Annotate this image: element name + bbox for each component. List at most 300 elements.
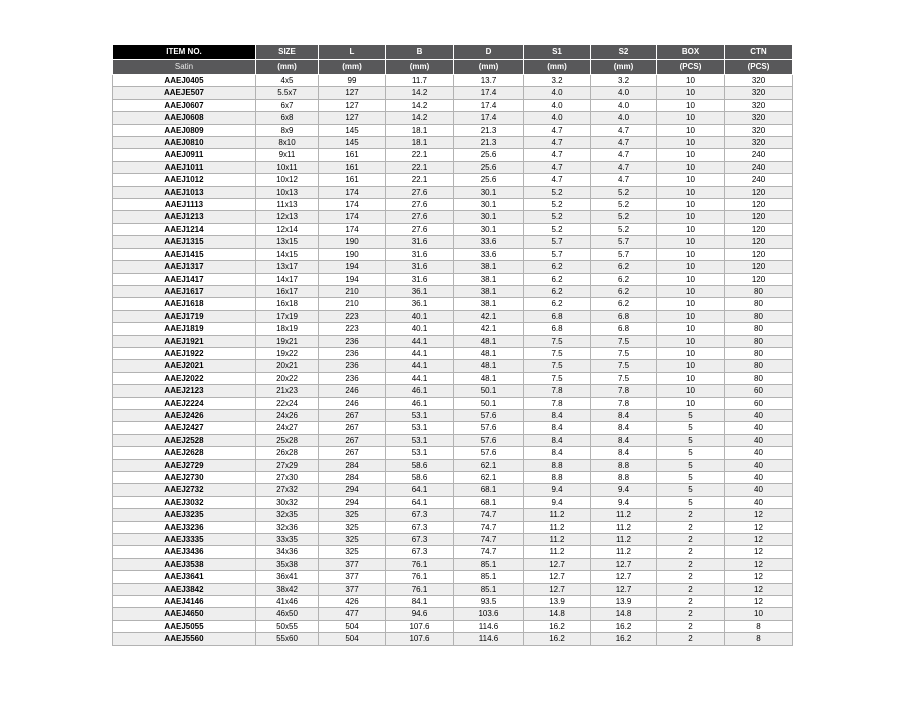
- size-cell: 6x8: [256, 112, 319, 124]
- box-cell: 10: [657, 397, 725, 409]
- b-cell: 67.3: [386, 546, 454, 558]
- box-cell: 10: [657, 310, 725, 322]
- b-cell: 58.6: [386, 472, 454, 484]
- box-unit-cell: (PCS): [657, 60, 725, 75]
- b-cell: 44.1: [386, 347, 454, 359]
- box-cell: 2: [657, 620, 725, 632]
- b-cell: 76.1: [386, 558, 454, 570]
- d-cell: 57.6: [454, 434, 524, 446]
- s1-cell: 5.2: [524, 211, 591, 223]
- d-cell: 33.6: [454, 248, 524, 260]
- s2-cell: 11.2: [591, 521, 657, 533]
- s1-cell: 6.8: [524, 323, 591, 335]
- d-cell: 74.7: [454, 534, 524, 546]
- s2-cell: 16.2: [591, 633, 657, 645]
- b-cell: 31.6: [386, 273, 454, 285]
- ctn-cell: 40: [725, 472, 793, 484]
- s1-cell: 11.2: [524, 521, 591, 533]
- table-row: [113, 360, 793, 372]
- satin-header-cell: Satin: [113, 60, 256, 75]
- ctn-cell: 120: [725, 199, 793, 211]
- size-cell: 4x5: [256, 75, 319, 87]
- b-cell: 107.6: [386, 633, 454, 645]
- s2-cell: 12.7: [591, 583, 657, 595]
- l-cell: 377: [319, 558, 386, 570]
- item-no-cell: AAEJ2528: [113, 434, 256, 446]
- s2-cell: 4.7: [591, 161, 657, 173]
- size-cell: 10x12: [256, 174, 319, 186]
- product-spec-table: [112, 44, 793, 646]
- ctn-cell: 12: [725, 534, 793, 546]
- s1-cell: 16.2: [524, 633, 591, 645]
- size-cell: 9x11: [256, 149, 319, 161]
- d-cell: 48.1: [454, 360, 524, 372]
- b-cell: 67.3: [386, 509, 454, 521]
- ctn-cell: 60: [725, 385, 793, 397]
- s2-cell: 7.5: [591, 372, 657, 384]
- s1-cell: 12.7: [524, 571, 591, 583]
- table-row: [113, 236, 793, 248]
- table-row: [113, 620, 793, 632]
- ctn-cell: 8: [725, 633, 793, 645]
- box-cell: 2: [657, 558, 725, 570]
- item-no-cell: AAEJ3235: [113, 509, 256, 521]
- header-row-labels: [113, 45, 793, 60]
- l-cell: 210: [319, 285, 386, 297]
- size-cell: 38x42: [256, 583, 319, 595]
- d-cell: 48.1: [454, 372, 524, 384]
- l-cell: 325: [319, 546, 386, 558]
- table-row: [113, 310, 793, 322]
- table-row: [113, 199, 793, 211]
- item-no-cell: AAEJ3236: [113, 521, 256, 533]
- size-cell: 6x7: [256, 99, 319, 111]
- item-no-cell: AAEJ2729: [113, 459, 256, 471]
- ctn-cell: 240: [725, 161, 793, 173]
- item-no-cell: AAEJ1214: [113, 223, 256, 235]
- size-cell: 20x21: [256, 360, 319, 372]
- d-cell: 30.1: [454, 186, 524, 198]
- b-cell: 27.6: [386, 186, 454, 198]
- size-cell: 13x17: [256, 261, 319, 273]
- l-cell: 236: [319, 347, 386, 359]
- item-no-cell: AAEJ1415: [113, 248, 256, 260]
- b-header-cell: B: [386, 45, 454, 60]
- box-cell: 10: [657, 236, 725, 248]
- box-cell: 10: [657, 223, 725, 235]
- size-cell: 10x11: [256, 161, 319, 173]
- item-no-cell: AAEJE507: [113, 87, 256, 99]
- b-cell: 22.1: [386, 174, 454, 186]
- table-row: [113, 323, 793, 335]
- ctn-cell: 60: [725, 397, 793, 409]
- item-no-cell: AAEJ2022: [113, 372, 256, 384]
- b-cell: 44.1: [386, 360, 454, 372]
- table-row: [113, 397, 793, 409]
- ctn-cell: 40: [725, 447, 793, 459]
- b-unit-cell: (mm): [386, 60, 454, 75]
- size-cell: 46x50: [256, 608, 319, 620]
- s2-cell: 5.2: [591, 186, 657, 198]
- size-cell: 11x13: [256, 199, 319, 211]
- d-cell: 17.4: [454, 112, 524, 124]
- table-row: [113, 137, 793, 149]
- b-cell: 18.1: [386, 137, 454, 149]
- ctn-cell: 40: [725, 422, 793, 434]
- d-cell: 25.6: [454, 149, 524, 161]
- ctn-cell: 80: [725, 347, 793, 359]
- d-cell: 103.6: [454, 608, 524, 620]
- s1-cell: 4.0: [524, 112, 591, 124]
- ctn-cell: 8: [725, 620, 793, 632]
- s2-cell: 7.5: [591, 360, 657, 372]
- box-cell: 10: [657, 87, 725, 99]
- box-cell: 10: [657, 124, 725, 136]
- d-cell: 62.1: [454, 459, 524, 471]
- s1-cell: 7.8: [524, 397, 591, 409]
- s1-cell: 6.8: [524, 310, 591, 322]
- d-cell: 85.1: [454, 558, 524, 570]
- size-cell: 16x17: [256, 285, 319, 297]
- l-cell: 284: [319, 472, 386, 484]
- ctn-cell: 320: [725, 99, 793, 111]
- ctn-cell: 80: [725, 335, 793, 347]
- s1-cell: 7.5: [524, 360, 591, 372]
- b-cell: 107.6: [386, 620, 454, 632]
- box-cell: 10: [657, 285, 725, 297]
- item-no-cell: AAEJ4650: [113, 608, 256, 620]
- table-row: [113, 372, 793, 384]
- b-cell: 46.1: [386, 385, 454, 397]
- l-cell: 210: [319, 298, 386, 310]
- ctn-cell: 80: [725, 360, 793, 372]
- s1-unit-cell: (mm): [524, 60, 591, 75]
- s1-cell: 13.9: [524, 596, 591, 608]
- item-no-cell: AAEJ0405: [113, 75, 256, 87]
- ctn-cell: 40: [725, 496, 793, 508]
- l-cell: 246: [319, 385, 386, 397]
- b-cell: 22.1: [386, 149, 454, 161]
- l-cell: 99: [319, 75, 386, 87]
- l-cell: 190: [319, 236, 386, 248]
- l-cell: 377: [319, 571, 386, 583]
- size-cell: 10x13: [256, 186, 319, 198]
- s2-cell: 8.4: [591, 434, 657, 446]
- l-cell: 267: [319, 434, 386, 446]
- l-cell: 194: [319, 261, 386, 273]
- s1-cell: 6.2: [524, 285, 591, 297]
- table-row: [113, 546, 793, 558]
- box-cell: 10: [657, 149, 725, 161]
- ctn-cell: 80: [725, 323, 793, 335]
- l-cell: 161: [319, 174, 386, 186]
- l-cell: 504: [319, 620, 386, 632]
- box-cell: 10: [657, 186, 725, 198]
- table-row: [113, 347, 793, 359]
- s2-cell: 11.2: [591, 546, 657, 558]
- s2-cell: 9.4: [591, 496, 657, 508]
- box-cell: 5: [657, 409, 725, 421]
- box-cell: 5: [657, 472, 725, 484]
- item-no-cell: AAEJ0809: [113, 124, 256, 136]
- s2-cell: 4.0: [591, 112, 657, 124]
- box-cell: 10: [657, 261, 725, 273]
- l-cell: 223: [319, 310, 386, 322]
- ctn-cell: 320: [725, 124, 793, 136]
- l-cell: 174: [319, 223, 386, 235]
- size-cell: 21x23: [256, 385, 319, 397]
- table-row: [113, 186, 793, 198]
- l-header-cell: L: [319, 45, 386, 60]
- s1-cell: 8.4: [524, 434, 591, 446]
- d-cell: 85.1: [454, 583, 524, 595]
- size-cell: 25x28: [256, 434, 319, 446]
- s1-cell: 7.5: [524, 347, 591, 359]
- s1-cell: 5.7: [524, 248, 591, 260]
- item-no-cell: AAEJ0607: [113, 99, 256, 111]
- b-cell: 76.1: [386, 583, 454, 595]
- item-no-cell: AAEJ1618: [113, 298, 256, 310]
- item-no-cell: AAEJ0911: [113, 149, 256, 161]
- l-cell: 145: [319, 137, 386, 149]
- item-no-cell: AAEJ5055: [113, 620, 256, 632]
- item-no-cell: AAEJ1013: [113, 186, 256, 198]
- s2-cell: 4.0: [591, 87, 657, 99]
- box-cell: 10: [657, 99, 725, 111]
- ctn-cell: 120: [725, 273, 793, 285]
- s1-cell: 4.7: [524, 174, 591, 186]
- b-cell: 36.1: [386, 285, 454, 297]
- table-row: [113, 633, 793, 645]
- box-cell: 10: [657, 75, 725, 87]
- s2-cell: 6.2: [591, 261, 657, 273]
- box-cell: 2: [657, 534, 725, 546]
- l-cell: 194: [319, 273, 386, 285]
- size-cell: 24x26: [256, 409, 319, 421]
- d-cell: 33.6: [454, 236, 524, 248]
- table-row: [113, 87, 793, 99]
- s1-cell: 8.8: [524, 459, 591, 471]
- table-row: [113, 261, 793, 273]
- table-row: [113, 422, 793, 434]
- item-no-cell: AAEJ3436: [113, 546, 256, 558]
- box-cell: 5: [657, 484, 725, 496]
- l-cell: 174: [319, 186, 386, 198]
- ctn-cell: 240: [725, 174, 793, 186]
- size-cell: 41x46: [256, 596, 319, 608]
- s2-header-cell: S2: [591, 45, 657, 60]
- table-row: [113, 273, 793, 285]
- item-no-cell: AAEJ2730: [113, 472, 256, 484]
- box-cell: 2: [657, 521, 725, 533]
- ctn-cell: 40: [725, 409, 793, 421]
- d-cell: 25.6: [454, 161, 524, 173]
- size-cell: 12x13: [256, 211, 319, 223]
- d-cell: 68.1: [454, 484, 524, 496]
- l-cell: 325: [319, 509, 386, 521]
- table-header: [113, 45, 793, 75]
- header-row-units: [113, 60, 793, 75]
- s2-cell: 16.2: [591, 620, 657, 632]
- item-no-cell: AAEJ3032: [113, 496, 256, 508]
- b-cell: 53.1: [386, 447, 454, 459]
- box-cell: 10: [657, 211, 725, 223]
- s2-cell: 8.4: [591, 422, 657, 434]
- item-no-cell: AAEJ2628: [113, 447, 256, 459]
- b-cell: 11.7: [386, 75, 454, 87]
- size-cell: 8x10: [256, 137, 319, 149]
- ctn-cell: 320: [725, 112, 793, 124]
- size-unit-cell: (mm): [256, 60, 319, 75]
- item-no-cell: AAEJ1317: [113, 261, 256, 273]
- box-cell: 5: [657, 459, 725, 471]
- item-no-cell: AAEJ1113: [113, 199, 256, 211]
- size-cell: 22x24: [256, 397, 319, 409]
- box-cell: 10: [657, 112, 725, 124]
- ctn-cell: 12: [725, 596, 793, 608]
- ctn-cell: 120: [725, 261, 793, 273]
- b-cell: 53.1: [386, 422, 454, 434]
- item-no-cell: AAEJ2021: [113, 360, 256, 372]
- table-row: [113, 298, 793, 310]
- s2-unit-cell: (mm): [591, 60, 657, 75]
- s2-cell: 11.2: [591, 509, 657, 521]
- table-row: [113, 223, 793, 235]
- item-no-cell: AAEJ3842: [113, 583, 256, 595]
- item-no-cell: AAEJ1922: [113, 347, 256, 359]
- s2-cell: 7.8: [591, 397, 657, 409]
- size-header-cell: SIZE: [256, 45, 319, 60]
- d-cell: 57.6: [454, 422, 524, 434]
- size-cell: 12x14: [256, 223, 319, 235]
- s2-cell: 4.7: [591, 149, 657, 161]
- d-cell: 48.1: [454, 347, 524, 359]
- d-cell: 38.1: [454, 285, 524, 297]
- b-cell: 58.6: [386, 459, 454, 471]
- table-row: [113, 608, 793, 620]
- ctn-cell: 12: [725, 509, 793, 521]
- ctn-cell: 12: [725, 521, 793, 533]
- box-cell: 10: [657, 298, 725, 310]
- s2-cell: 6.8: [591, 310, 657, 322]
- s1-cell: 4.7: [524, 161, 591, 173]
- s1-cell: 8.4: [524, 447, 591, 459]
- d-cell: 74.7: [454, 509, 524, 521]
- s1-cell: 6.2: [524, 273, 591, 285]
- l-cell: 426: [319, 596, 386, 608]
- l-cell: 236: [319, 360, 386, 372]
- d-cell: 62.1: [454, 472, 524, 484]
- l-cell: 294: [319, 484, 386, 496]
- s2-cell: 5.7: [591, 248, 657, 260]
- ctn-cell: 12: [725, 558, 793, 570]
- ctn-cell: 40: [725, 459, 793, 471]
- table-row: [113, 174, 793, 186]
- s1-cell: 12.7: [524, 583, 591, 595]
- b-cell: 14.2: [386, 112, 454, 124]
- table-row: [113, 161, 793, 173]
- ctn-cell: 320: [725, 87, 793, 99]
- s2-cell: 5.7: [591, 236, 657, 248]
- s1-cell: 6.2: [524, 261, 591, 273]
- s1-cell: 7.8: [524, 385, 591, 397]
- table-row: [113, 583, 793, 595]
- s2-cell: 9.4: [591, 484, 657, 496]
- s1-cell: 11.2: [524, 534, 591, 546]
- s2-cell: 5.2: [591, 223, 657, 235]
- ctn-cell: 40: [725, 484, 793, 496]
- size-cell: 27x32: [256, 484, 319, 496]
- ctn-cell: 12: [725, 571, 793, 583]
- s1-cell: 7.5: [524, 372, 591, 384]
- l-cell: 267: [319, 409, 386, 421]
- b-cell: 27.6: [386, 223, 454, 235]
- s1-cell: 7.5: [524, 335, 591, 347]
- box-cell: 10: [657, 347, 725, 359]
- b-cell: 53.1: [386, 409, 454, 421]
- s2-cell: 12.7: [591, 571, 657, 583]
- table-row: [113, 521, 793, 533]
- box-cell: 2: [657, 583, 725, 595]
- table-row: [113, 211, 793, 223]
- d-cell: 74.7: [454, 521, 524, 533]
- l-cell: 267: [319, 422, 386, 434]
- size-cell: 16x18: [256, 298, 319, 310]
- ctn-cell: 320: [725, 137, 793, 149]
- table-row: [113, 112, 793, 124]
- table-row: [113, 149, 793, 161]
- b-cell: 31.6: [386, 248, 454, 260]
- d-cell: 38.1: [454, 273, 524, 285]
- s2-cell: 4.7: [591, 137, 657, 149]
- box-cell: 10: [657, 385, 725, 397]
- table-row: [113, 124, 793, 136]
- b-cell: 84.1: [386, 596, 454, 608]
- ctn-cell: 320: [725, 75, 793, 87]
- item-no-cell: AAEJ3641: [113, 571, 256, 583]
- item-no-cell: AAEJ2123: [113, 385, 256, 397]
- box-cell: 2: [657, 509, 725, 521]
- s2-cell: 4.7: [591, 124, 657, 136]
- l-cell: 477: [319, 608, 386, 620]
- item-no-cell: AAEJ4146: [113, 596, 256, 608]
- b-cell: 40.1: [386, 310, 454, 322]
- item-no-cell: AAEJ5560: [113, 633, 256, 645]
- s1-cell: 16.2: [524, 620, 591, 632]
- size-cell: 26x28: [256, 447, 319, 459]
- ctn-cell: 120: [725, 236, 793, 248]
- s1-cell: 4.0: [524, 87, 591, 99]
- s2-cell: 8.8: [591, 472, 657, 484]
- d-cell: 13.7: [454, 75, 524, 87]
- s1-cell: 9.4: [524, 484, 591, 496]
- size-cell: 30x32: [256, 496, 319, 508]
- l-cell: 246: [319, 397, 386, 409]
- d-cell: 50.1: [454, 385, 524, 397]
- l-cell: 223: [319, 323, 386, 335]
- item-no-cell: AAEJ1213: [113, 211, 256, 223]
- d-cell: 38.1: [454, 261, 524, 273]
- size-cell: 20x22: [256, 372, 319, 384]
- table-row: [113, 335, 793, 347]
- ctn-cell: 80: [725, 285, 793, 297]
- size-cell: 32x36: [256, 521, 319, 533]
- ctn-cell: 80: [725, 372, 793, 384]
- size-cell: 35x38: [256, 558, 319, 570]
- ctn-cell: 80: [725, 310, 793, 322]
- d-cell: 114.6: [454, 633, 524, 645]
- table-row: [113, 472, 793, 484]
